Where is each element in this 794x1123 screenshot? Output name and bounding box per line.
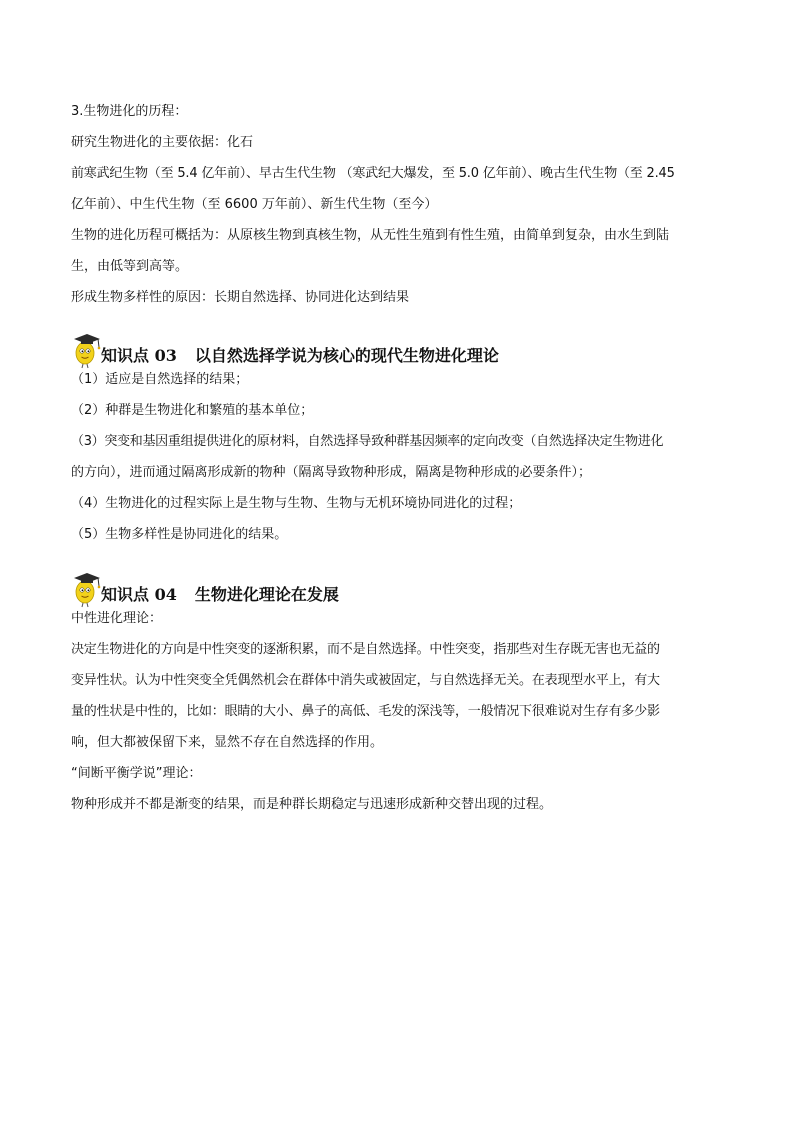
knowledge-point-title: 生物进化理论在发展 — [194, 585, 339, 604]
text-line: （5）生物多样性是协同进化的结果。 — [71, 527, 288, 542]
text-line: 亿年前）、中生代生物（至 6600 万年前）、新生代生物（至今） — [71, 197, 438, 212]
text-line: 变异性状。认为中性突变全凭偶然机会在群体中消失或被固定，与自然选择无关。在表现型水平上，有大 — [71, 673, 660, 688]
text-line: 生物的进化历程可概括为：从原核生物到真核生物，从无性生殖到有性生殖，由简单到复杂，由水生到陆 — [71, 228, 670, 243]
text-line: 中性进化理论： — [71, 611, 163, 626]
section-evolution-history — [71, 96, 723, 313]
heading-text — [71, 345, 499, 367]
text-line: （4）生物进化的过程实际上是生物与生物、生物与无机环境协同进化的过程； — [71, 496, 522, 511]
text-line: 生，由低等到高等。 — [71, 259, 189, 274]
text-line: 物种形成并不都是渐变的结果，而是种群长期稳定与迅速形成新种交替出现的过程。 — [71, 797, 553, 812]
text-line: 的方向），进而通过隔离形成新的物种（隔离导致物种形成，隔离是物种形成的必要条件）； — [71, 465, 592, 480]
section-evolution-theory-development — [71, 603, 723, 820]
graduate-mascot-icon — [71, 568, 103, 608]
knowledge-point-title: 以自然选择学说为核心的现代生物进化理论 — [194, 346, 499, 365]
knowledge-point-label: 知识点 04 — [101, 585, 177, 604]
text-line: （3）突变和基因重组提供进化的原材料，自然选择导致种群基因频率的定向改变（自然选择决定生物进化 — [71, 434, 664, 449]
text-line: 量的性状是中性的，比如：眼睛的大小、鼻子的高低、毛发的深浅等，一般情况下很难说对生存有多少影 — [71, 704, 660, 719]
text-line: “间断平衡学说”理论： — [71, 766, 202, 781]
text-line: 3.生物进化的历程： — [71, 104, 188, 119]
knowledge-point-04-heading — [71, 576, 723, 606]
heading-text — [71, 584, 339, 606]
graduate-mascot-icon — [71, 329, 103, 369]
section-modern-evolution-theory — [71, 364, 723, 550]
text-line: 研究生物进化的主要依据：化石 — [71, 135, 254, 150]
text-line: （1）适应是自然选择的结果； — [71, 372, 249, 387]
text-line: （2）种群是生物进化和繁殖的基本单位； — [71, 403, 314, 418]
text-line: 形成生物多样性的原因：长期自然选择、协同进化达到结果 — [71, 290, 410, 305]
text-line: 响，但大都被保留下来，显然不存在自然选择的作用。 — [71, 735, 384, 750]
text-line: 前寒武纪生物（至 5.4 亿年前）、早古生代生物 （寒武纪大爆发，至 5.0 亿年前）、晚古生代生物（至 2.45 — [71, 166, 675, 181]
knowledge-point-03-heading — [71, 337, 723, 367]
text-line: 决定生物进化的方向是中性突变的逐渐积累，而不是自然选择。中性突变，指那些对生存既无害也无益的 — [71, 642, 660, 657]
knowledge-point-label: 知识点 03 — [101, 346, 177, 365]
document-page — [71, 96, 723, 820]
